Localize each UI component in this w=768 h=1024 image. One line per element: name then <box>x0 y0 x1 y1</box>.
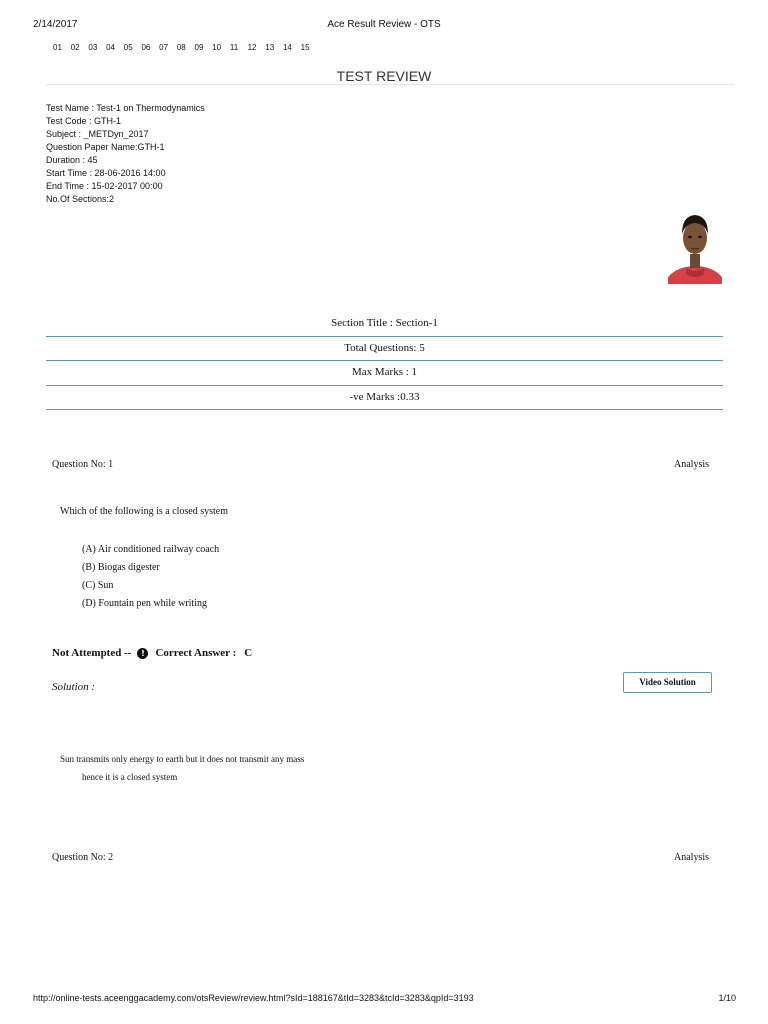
exclamation-circle-icon: ! <box>137 648 148 659</box>
negative-marks: -ve Marks :0.33 <box>46 386 723 411</box>
question-link-09[interactable]: 09 <box>194 43 204 52</box>
end-time: End Time : 15-02-2017 00:00 <box>46 181 163 191</box>
question-1-analysis-link[interactable]: Analysis <box>674 459 709 470</box>
question-link-04[interactable]: 04 <box>106 43 115 52</box>
solution-line-2: hence it is a closed system <box>82 772 178 782</box>
user-avatar <box>668 208 722 284</box>
question-1-options <box>82 541 219 613</box>
question-link-07[interactable]: 07 <box>159 43 169 52</box>
section-count: No.Of Sections:2 <box>46 194 115 204</box>
question-link-14[interactable]: 14 <box>282 43 292 52</box>
question-link-03[interactable]: 03 <box>88 43 98 52</box>
question-link-15[interactable]: 15 <box>300 43 310 52</box>
page-title: TEST REVIEW <box>336 68 432 84</box>
test-info <box>46 102 205 206</box>
solution-label: Solution : <box>52 681 96 693</box>
correct-answer-label: Correct Answer : <box>155 647 237 659</box>
total-questions: Total Questions: 5 <box>46 337 723 362</box>
test-name: Test Name : Test-1 on Thermodynamics <box>46 103 205 113</box>
attempt-status: Not Attempted -- <box>52 647 132 659</box>
question-paper-name: Question Paper Name:GTH-1 <box>46 142 165 152</box>
footer-url: http://online-tests.aceenggacademy.com/otsReview/review.html?sId=188167&tId=3283&tcId=3283&qpId=3193 <box>33 993 474 1003</box>
option-b: (B) Biogas digester <box>82 562 160 573</box>
question-1-text: Which of the following is a closed system <box>60 506 229 517</box>
question-link-10[interactable]: 10 <box>212 43 222 52</box>
option-c: (C) Sun <box>82 580 114 591</box>
question-link-02[interactable]: 02 <box>70 43 80 52</box>
start-time: Start Time : 28-06-2016 14:00 <box>46 168 166 178</box>
print-title: Ace Result Review - OTS <box>327 19 441 30</box>
question-link-12[interactable]: 12 <box>247 43 257 52</box>
section-title: Section Title : Section-1 <box>46 312 723 337</box>
test-code: Test Code : GTH-1 <box>46 116 122 126</box>
print-date: 2/14/2017 <box>33 19 78 30</box>
option-a: (A) Air conditioned railway coach <box>82 544 220 555</box>
question-link-05[interactable]: 05 <box>123 43 133 52</box>
max-marks: Max Marks : 1 <box>46 361 723 386</box>
question-nav <box>53 43 318 52</box>
question-link-11[interactable]: 11 <box>229 43 239 52</box>
question-link-01[interactable]: 01 <box>53 43 62 52</box>
section-summary-table <box>46 312 723 410</box>
correct-answer-value: C <box>244 647 253 659</box>
solution-line-1: Sun transmits only energy to earth but it does not transmit any mass <box>60 754 305 764</box>
question-link-08[interactable]: 08 <box>176 43 186 52</box>
video-solution-button[interactable]: Video Solution <box>623 672 712 693</box>
page-number: 1/10 <box>718 993 736 1003</box>
question-2-analysis-link[interactable]: Analysis <box>674 852 709 863</box>
question-link-06[interactable]: 06 <box>141 43 151 52</box>
question-2-number: Question No: 2 <box>52 852 114 863</box>
question-1-number: Question No: 1 <box>52 459 114 470</box>
test-subject: Subject : _METDyn_2017 <box>46 129 149 139</box>
option-d: (D) Fountain pen while writing <box>82 598 207 609</box>
question-1-status <box>52 647 252 659</box>
heading-divider <box>46 84 734 85</box>
test-duration: Duration : 45 <box>46 155 98 165</box>
question-link-13[interactable]: 13 <box>265 43 275 52</box>
solution-text <box>60 750 304 786</box>
